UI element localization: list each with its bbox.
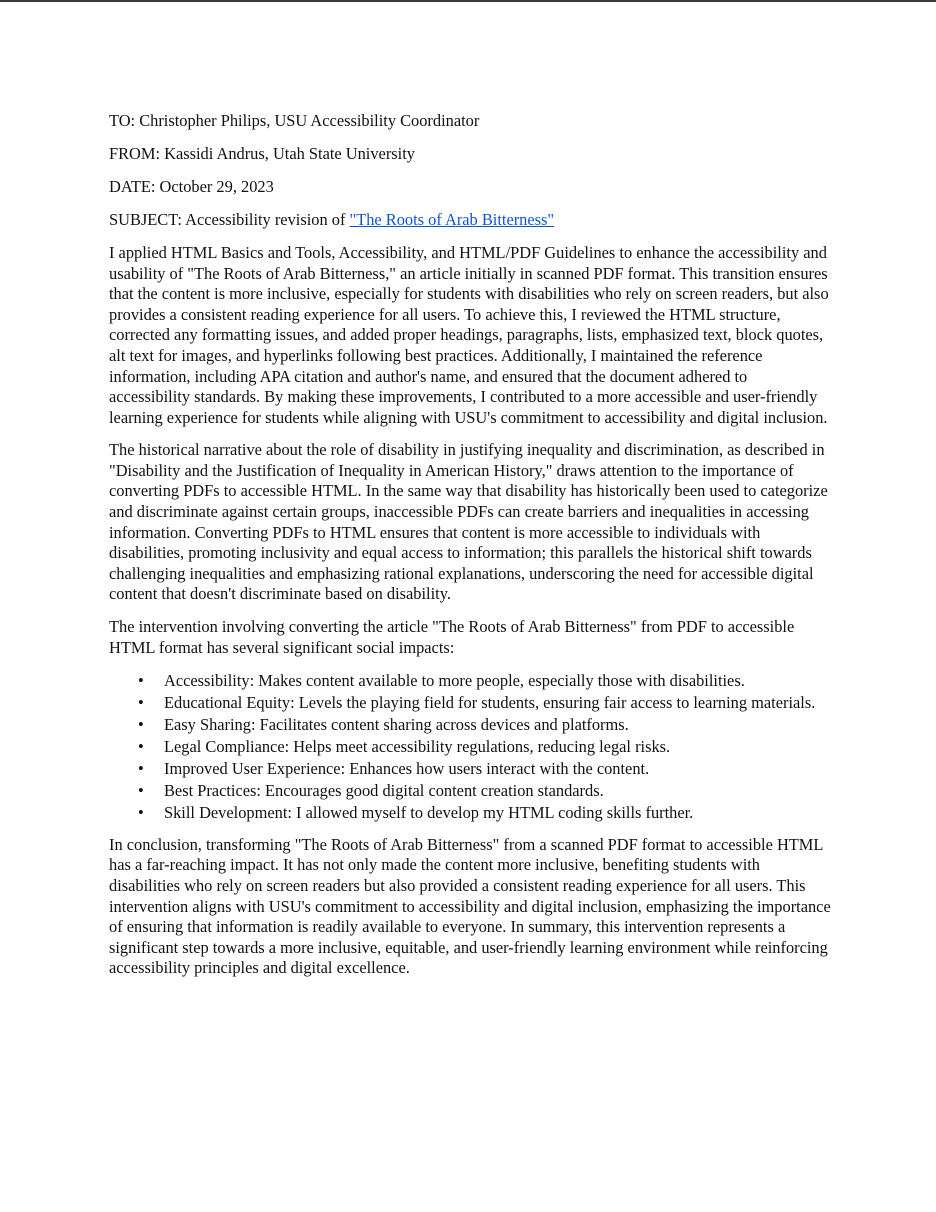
bullet-icon: • — [138, 803, 144, 823]
memo-from-line — [109, 144, 831, 165]
bullet-icon: • — [138, 671, 144, 691]
list-item — [109, 693, 831, 714]
paragraph-impacts-intro: The intervention involving converting the article "The Roots of Arab Bitterness" from PDF to accessible HTML format has several significant social impacts: — [109, 617, 795, 657]
subject-prefix: Accessibility revision of — [185, 209, 346, 229]
bullet-icon: • — [138, 693, 144, 713]
paragraph-revision-summary: I applied HTML Basics and Tools, Accessibility, and HTML/PDF Guidelines to enhance the accessibility and usability of "The Roots of Arab Bitterness," an article initially in scanned PDF format. This transition ensures that the content is more inclusive, especially for students with disabilities who rely on screen readers, but also provides a consistent reading experience for all users. To achieve this, I reviewed the HTML structure, corrected any formatting issues, and added proper headings, paragraphs, lists, emphasized text, block quotes, alt text for images, and hyperlinks following best practices. Additionally, I maintained the reference information, including APA citation and author's name, and ensured that the document adhered to accessibility standards. By making these improvements, I contributed to a more accessible and user-friendly learning experience for students while aligning with USU's commitment to accessibility and digital inclusion. — [109, 242, 829, 427]
list-item — [109, 671, 831, 692]
from-label: FROM: — [109, 143, 161, 163]
list-item-text: Easy Sharing: Facilitates content sharing across devices and platforms. — [164, 715, 629, 735]
list-item — [109, 803, 831, 824]
memo-to-line — [109, 111, 831, 132]
list-item — [109, 781, 831, 802]
list-item-text: Improved User Experience: Enhances how users interact with the content. — [164, 759, 650, 779]
memo-document — [109, 111, 831, 991]
paragraph-historical-context: The historical narrative about the role of disability in justifying inequality and discrimination, as described in "Disability and the Justification of Inequality in American History," draws attention to the importance of converting PDFs to accessible HTML. In the same way that disability has historically been used to categorize and discriminate against certain groups, inaccessible PDFs can create barriers and inequalities in accessing information. Converting PDFs to HTML ensures that content is more accessible to individuals with disabilities, promoting inclusivity and equal access to information; this parallels the historical shift towards challenging inequalities and emphasizing rational explanations, underscoring the need for accessible digital content that doesn't discriminate based on disability. — [109, 440, 828, 604]
article-link[interactable]: "The Roots of Arab Bitterness" — [349, 209, 555, 229]
to-label: TO: — [109, 111, 136, 130]
list-item — [109, 715, 831, 736]
bullet-icon: • — [138, 759, 144, 779]
bullet-icon: • — [138, 781, 144, 801]
memo-date-line — [109, 177, 831, 198]
list-item-text: Accessibility: Makes content available to more people, especially those with disabilities. — [164, 671, 745, 691]
list-item-text: Best Practices: Encourages good digital content creation standards. — [164, 781, 604, 801]
date-label: DATE: — [109, 176, 156, 196]
date-value: October 29, 2023 — [159, 176, 274, 196]
bullet-icon: • — [138, 715, 144, 735]
list-item — [109, 759, 831, 780]
page-top-border — [0, 0, 936, 2]
list-item-text: Skill Development: I allowed myself to develop my HTML coding skills further. — [164, 803, 694, 823]
to-value: Christopher Philips, USU Accessibility Coordinator — [139, 111, 480, 130]
paragraph-conclusion: In conclusion, transforming "The Roots of Arab Bitterness" from a scanned PDF format to accessible HTML has a far-reaching impact. It has not only made the content more inclusive, benefiting students with disabilities who rely on screen readers but also provided a consistent reading experience for all users. This intervention aligns with USU's commitment to accessibility and digital inclusion, emphasizing the importance of ensuring that information is readily available to everyone. In summary, this intervention represents a significant step towards a more inclusive, equitable, and user-friendly learning environment while reinforcing accessibility principles and digital excellence. — [109, 834, 831, 978]
subject-label: SUBJECT: — [109, 209, 182, 229]
list-item-text: Educational Equity: Levels the playing field for students, ensuring fair access to learning materials. — [164, 693, 816, 713]
memo-subject-line — [109, 210, 831, 231]
social-impacts-list — [109, 671, 831, 824]
list-item — [109, 737, 831, 758]
from-value: Kassidi Andrus, Utah State University — [164, 143, 415, 163]
bullet-icon: • — [138, 737, 144, 757]
list-item-text: Legal Compliance: Helps meet accessibility regulations, reducing legal risks. — [164, 737, 671, 757]
